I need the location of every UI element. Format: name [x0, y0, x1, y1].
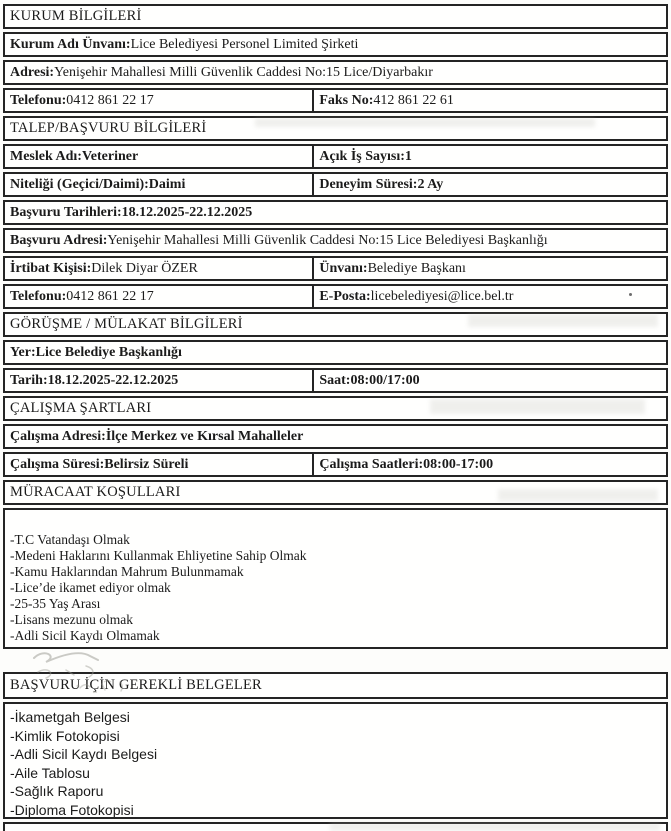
row-kurum-adi-unvani: [3, 32, 668, 57]
field-value: Belediye Başkanı: [367, 260, 466, 276]
document-item: -Adli Sicil Kaydı Belgesi: [10, 746, 158, 762]
field-label: Saat:: [319, 372, 351, 388]
field-value: Lice Belediyesi Personel Limited Şirketi: [130, 36, 359, 52]
row-meslek-acik-is: [3, 144, 668, 169]
cell-telefonu-2: [5, 286, 314, 307]
document-item: -Sağlık Raporu: [10, 783, 104, 799]
row-irtibat-unvani: [3, 256, 668, 281]
form-table-documents: [3, 672, 668, 831]
row-basvuru-adresi: [3, 228, 668, 253]
ink-speck: [629, 293, 632, 296]
cell-saat: [314, 370, 666, 391]
section-header-talep-basvuru: [3, 116, 668, 141]
field-value: 2 Ay: [417, 176, 444, 192]
cell-calisma-suresi: [5, 454, 314, 475]
row-calisma-suresi-saatleri: [3, 452, 668, 477]
cell-telefonu: [5, 90, 314, 111]
cell-meslek-adi: [5, 146, 314, 167]
cell-acik-is-sayisi: [314, 146, 666, 167]
cell-irtibat-kisisi: [5, 258, 314, 279]
field-label: E-Posta:: [319, 288, 371, 304]
cell-faks-no: [314, 90, 666, 111]
cell-calisma-saatleri: [314, 454, 666, 475]
field-label: Kurum Adı Ünvanı:: [10, 36, 131, 52]
section-title: MÜRACAAT KOŞULLARI: [10, 484, 181, 500]
field-label: Telefonu:: [10, 92, 67, 108]
field-label: Başvuru Tarihleri:: [10, 204, 122, 220]
section-title: KURUM BİLGİLERİ: [10, 8, 142, 24]
row-yer: [3, 340, 668, 365]
field-label: Başvuru Adresi:: [10, 232, 108, 248]
row-adresi: [3, 60, 668, 85]
documents-list: [3, 702, 668, 819]
field-value: 08:00/17:00: [350, 372, 420, 388]
field-label: İrtibat Kişisi:: [10, 260, 92, 276]
field-label: Meslek Adı:: [10, 148, 82, 164]
field-label: Çalışma Adresi:: [10, 428, 106, 444]
field-label: Deneyim Süresi:: [319, 176, 418, 192]
field-value: Veteriner: [81, 148, 139, 164]
requirement-item: -Adli Sicil Kaydı Olmamak: [10, 628, 160, 643]
requirement-item: -Lice’de ikamet ediyor olmak: [10, 580, 171, 595]
requirement-item: -T.C Vatandaşı Olmak: [10, 532, 130, 547]
document-item: -Diploma Fotokopisi: [10, 801, 134, 818]
requirements-list: [3, 508, 668, 649]
cell-niteligi: [5, 174, 314, 195]
row-calisma-adresi: [3, 424, 668, 449]
cell-unvani: [314, 258, 666, 279]
row-tarih-saat: [3, 368, 668, 393]
document-item: -Aile Tablosu: [10, 764, 90, 781]
field-value: İlçe Merkez ve Kırsal Mahalleler: [105, 428, 304, 444]
field-value: Yenişehir Mahallesi Milli Güvenlik Caddesi No:15 Lice Belediyesi Başkanlığı: [107, 232, 548, 248]
field-value: 1: [404, 148, 412, 164]
section-title: TALEP/BAŞVURU BİLGİLERİ: [10, 120, 207, 136]
row-basvuru-tarihleri: [3, 200, 668, 225]
field-value: Yenişehir Mahallesi Milli Güvenlik Caddesi No:15 Lice/Diyarbakır: [54, 64, 433, 80]
field-value: 0412 861 22 17: [66, 92, 154, 108]
document-item: -Kimlik Fotokopisi: [10, 727, 120, 744]
requirement-item: -25-35 Yaş Arası: [10, 596, 101, 611]
section-header-kurum-bilgileri: [3, 4, 668, 29]
row-telefonu-faks: [3, 88, 668, 113]
requirement-item: -Medeni Haklarını Kullanmak Ehliyetine Sahip Olmak: [10, 548, 307, 563]
requirement-item: -Kamu Haklarından Mahrum Bulunmamak: [10, 564, 244, 579]
form-table-main: [3, 4, 668, 649]
section-header-gorusme-mulakat: [3, 312, 668, 337]
section-title: ÇALIŞMA ŞARTLARI: [10, 400, 152, 416]
field-label: Yer:: [10, 344, 36, 360]
field-value: 412 861 22 61: [373, 92, 454, 108]
field-label: Çalışma Saatleri:: [319, 456, 424, 472]
field-label: Niteliği (Geçici/Daimi):: [10, 176, 149, 192]
truncated-row: [3, 822, 668, 831]
field-label: Açık İş Sayısı:: [319, 148, 405, 164]
field-value: 18.12.2025-22.12.2025: [47, 372, 179, 388]
table-gap: [3, 652, 668, 672]
cell-eposta: [314, 286, 666, 307]
cell-tarih: [5, 370, 314, 391]
section-header-calisma-sartlari: [3, 396, 668, 421]
field-label: Adresi:: [10, 64, 55, 80]
document-item: -İkametgah Belgesi: [10, 709, 130, 725]
field-label: Telefonu:: [10, 288, 67, 304]
field-label: Çalışma Süresi:: [10, 456, 105, 472]
section-title: BAŞVURU İÇİN GEREKLİ BELGELER: [10, 677, 262, 693]
section-title: GÖRÜŞME / MÜLAKAT BİLGİLERİ: [10, 316, 243, 332]
row-niteligi-deneyim: [3, 172, 668, 197]
field-label: Ünvanı:: [319, 260, 368, 276]
section-header-muracaat-kosullari: [3, 480, 668, 505]
field-value: Daimi: [148, 176, 186, 192]
cell-deneyim-suresi: [314, 174, 666, 195]
row-telefonu-eposta: [3, 284, 668, 309]
email-value: licebelediyesi@lice.bel.tr: [370, 288, 514, 304]
field-value: Dilek Diyar ÖZER: [91, 260, 198, 276]
field-label: Tarih:: [10, 372, 48, 388]
section-header-gerekli-belgeler: [3, 672, 668, 699]
field-value: Belirsiz Süreli: [104, 456, 189, 472]
field-value: 08:00-17:00: [423, 456, 494, 472]
field-value: 18.12.2025-22.12.2025: [121, 204, 253, 220]
field-value: Lice Belediye Başkanlığı: [35, 344, 182, 360]
field-value: 0412 861 22 17: [66, 288, 154, 304]
requirement-item: -Lisans mezunu olmak: [10, 612, 133, 627]
field-label: Faks No:: [319, 92, 374, 108]
